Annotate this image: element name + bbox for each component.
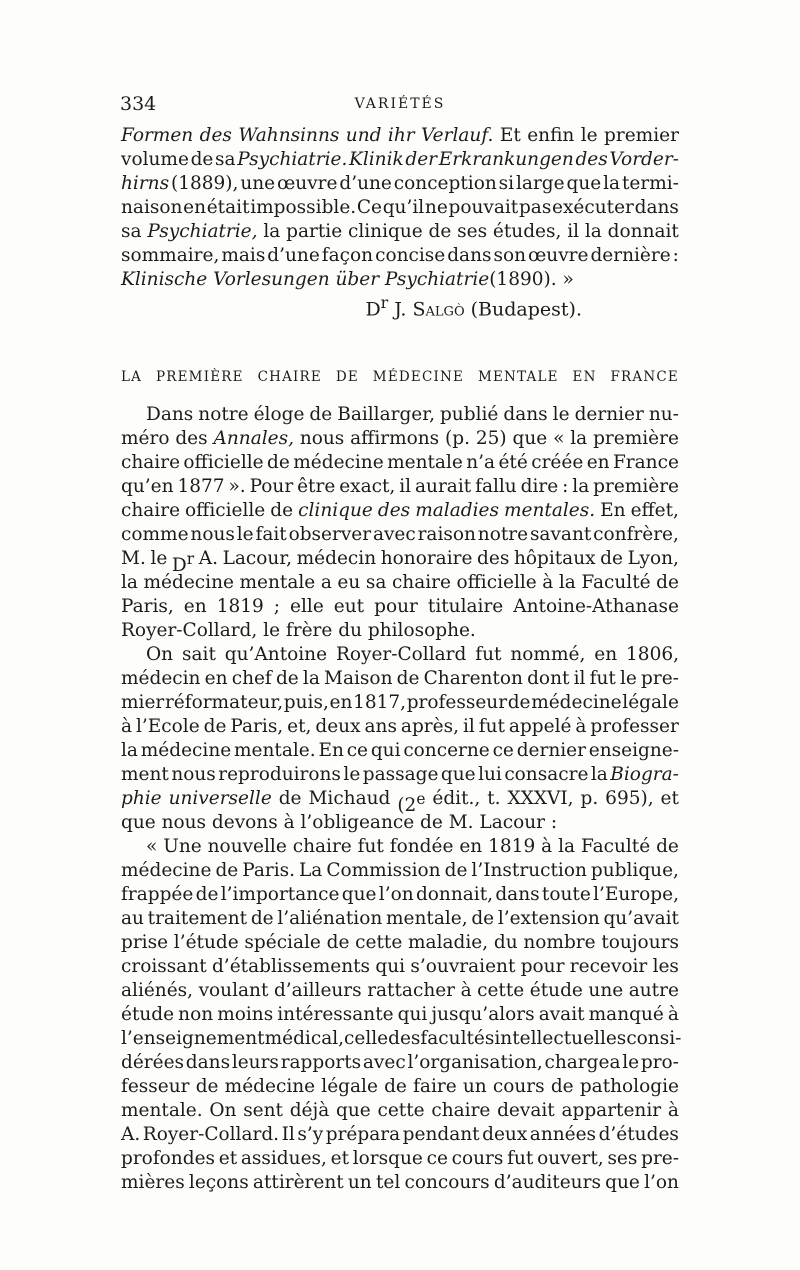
body-line: Dans notre éloge de Baillarger, publié dans le dernier nu-	[146, 404, 679, 425]
body-line: chaire officielle de clinique des maladies mentales. En effet,	[121, 500, 679, 521]
body-line: la médecine mentale. En ce qui concerne ce dernier enseigne-	[121, 740, 679, 761]
body-line: ment nous reproduirons le passage que lui consacre la Biogra-	[121, 764, 679, 785]
body-line: chaire officielle de médecine mentale n’a été créée en France	[121, 452, 679, 473]
body-line: prise l’étude spéciale de cette maladie, du nombre toujours	[121, 932, 679, 953]
body-line: phie universelle de Michaud (2e édit., t. XXXVI, p. 695), et	[121, 788, 679, 817]
top-paragraph-line: Formen des Wahnsinns und ihr Verlauf. Et enfin le premier	[121, 125, 679, 146]
author-signature: $D^r$ J. Salgò (Budapest).	[365, 293, 582, 321]
body-line: Royer-Collard, le frère du philosophe.	[121, 620, 476, 641]
body-line: mières leçons attirèrent un tel concours d’auditeurs que l’on	[121, 1172, 679, 1193]
body-line: à l’Ecole de Paris, et, deux ans après, il fut appelé à professer	[121, 716, 679, 737]
body-line: Paris, en 1819 ; elle eut pour titulaire Antoine-Athanase	[121, 596, 679, 617]
body-line: médecin en chef de la Maison de Charenton dont il fut le pre-	[121, 668, 679, 689]
top-paragraph-line: naison en était impossible. Ce qu’il ne pouvait pas exécuter dans	[121, 197, 679, 218]
body-line: aliénés, voulant d’ailleurs rattacher à cette étude une autre	[121, 980, 679, 1001]
body-line: la médecine mentale a eu sa chaire officielle à la Faculté de	[121, 572, 679, 593]
body-text	[121, 403, 682, 1195]
top-paragraph-line: Klinische Vorlesungen über Psychiatrie (1890). »	[121, 269, 574, 290]
body-line: On sait qu’Antoine Royer-Collard fut nommé, en 1806,	[146, 644, 679, 665]
body-line: médecine de Paris. La Commission de l’Instruction publique,	[121, 860, 679, 881]
body-line: qu’en 1877 ». Pour être exact, il aurait fallu dire : la première	[121, 476, 679, 497]
page-number: 334	[120, 93, 157, 115]
running-title: VARIÉTÉS	[354, 96, 446, 112]
section-title: LA PREMIÈRE CHAIRE DE MÉDECINE MENTALE EN FRANCE	[121, 369, 679, 385]
body-line: frappée de l’importance que l’on donnait, dans toute l’Europe,	[121, 884, 679, 905]
body-line: étude non moins intéressante qui jusqu’alors avait manqué à	[121, 1004, 679, 1025]
body-line: « Une nouvelle chaire fut fondée en 1819 à la Faculté de	[146, 836, 679, 857]
body-line: que nous devons à l’obligeance de M. Lacour :	[121, 812, 558, 833]
body-line: au traitement de l’aliénation mentale, de l’extension qu’avait	[121, 908, 679, 929]
body-line: mentale. On sent déjà que cette chaire devait appartenir à	[121, 1100, 679, 1121]
body-line: profondes et assidues, et lorsque ce cours fut ouvert, ses pre-	[121, 1148, 679, 1169]
top-paragraph-line: sommaire, mais d’une façon concise dans son œuvre dernière :	[121, 245, 679, 266]
body-line: mier réformateur, puis, en 1817, professeur de médecine légale	[121, 692, 679, 713]
top-paragraph-line: sa Psychiatrie, la partie clinique de ses études, il la donnait	[121, 221, 679, 242]
body-line: comme nous le fait observer avec raison notre savant confrère,	[121, 524, 679, 545]
body-line: dérées dans leurs rapports avec l’organisation, chargea le pro-	[121, 1052, 679, 1073]
body-line: M. le $D^r$ A. Lacour, médecin honoraire des hôpitaux de Lyon,	[121, 548, 679, 577]
body-line: l’enseignement médical, celle des facultés intellectuelles consi-	[121, 1028, 682, 1049]
body-line: A. Royer-Collard. Il s’y prépara pendant deux années d’études	[121, 1124, 679, 1145]
body-line: croissant d’établissements qui s’ouvraient pour recevoir les	[121, 956, 679, 977]
top-paragraph-line: volume de sa Psychiatrie. Klinik der Erkrankungen des Vorder-	[121, 149, 679, 170]
top-paragraph-line: hirns (1889), une œuvre d’une conception si large que la termi-	[121, 173, 679, 194]
top-paragraph	[121, 124, 679, 292]
body-line: méro des Annales, nous affirmons (p. 25) que « la première	[121, 428, 679, 449]
body-line: fesseur de médecine légale de faire un cours de pathologie	[121, 1076, 679, 1097]
